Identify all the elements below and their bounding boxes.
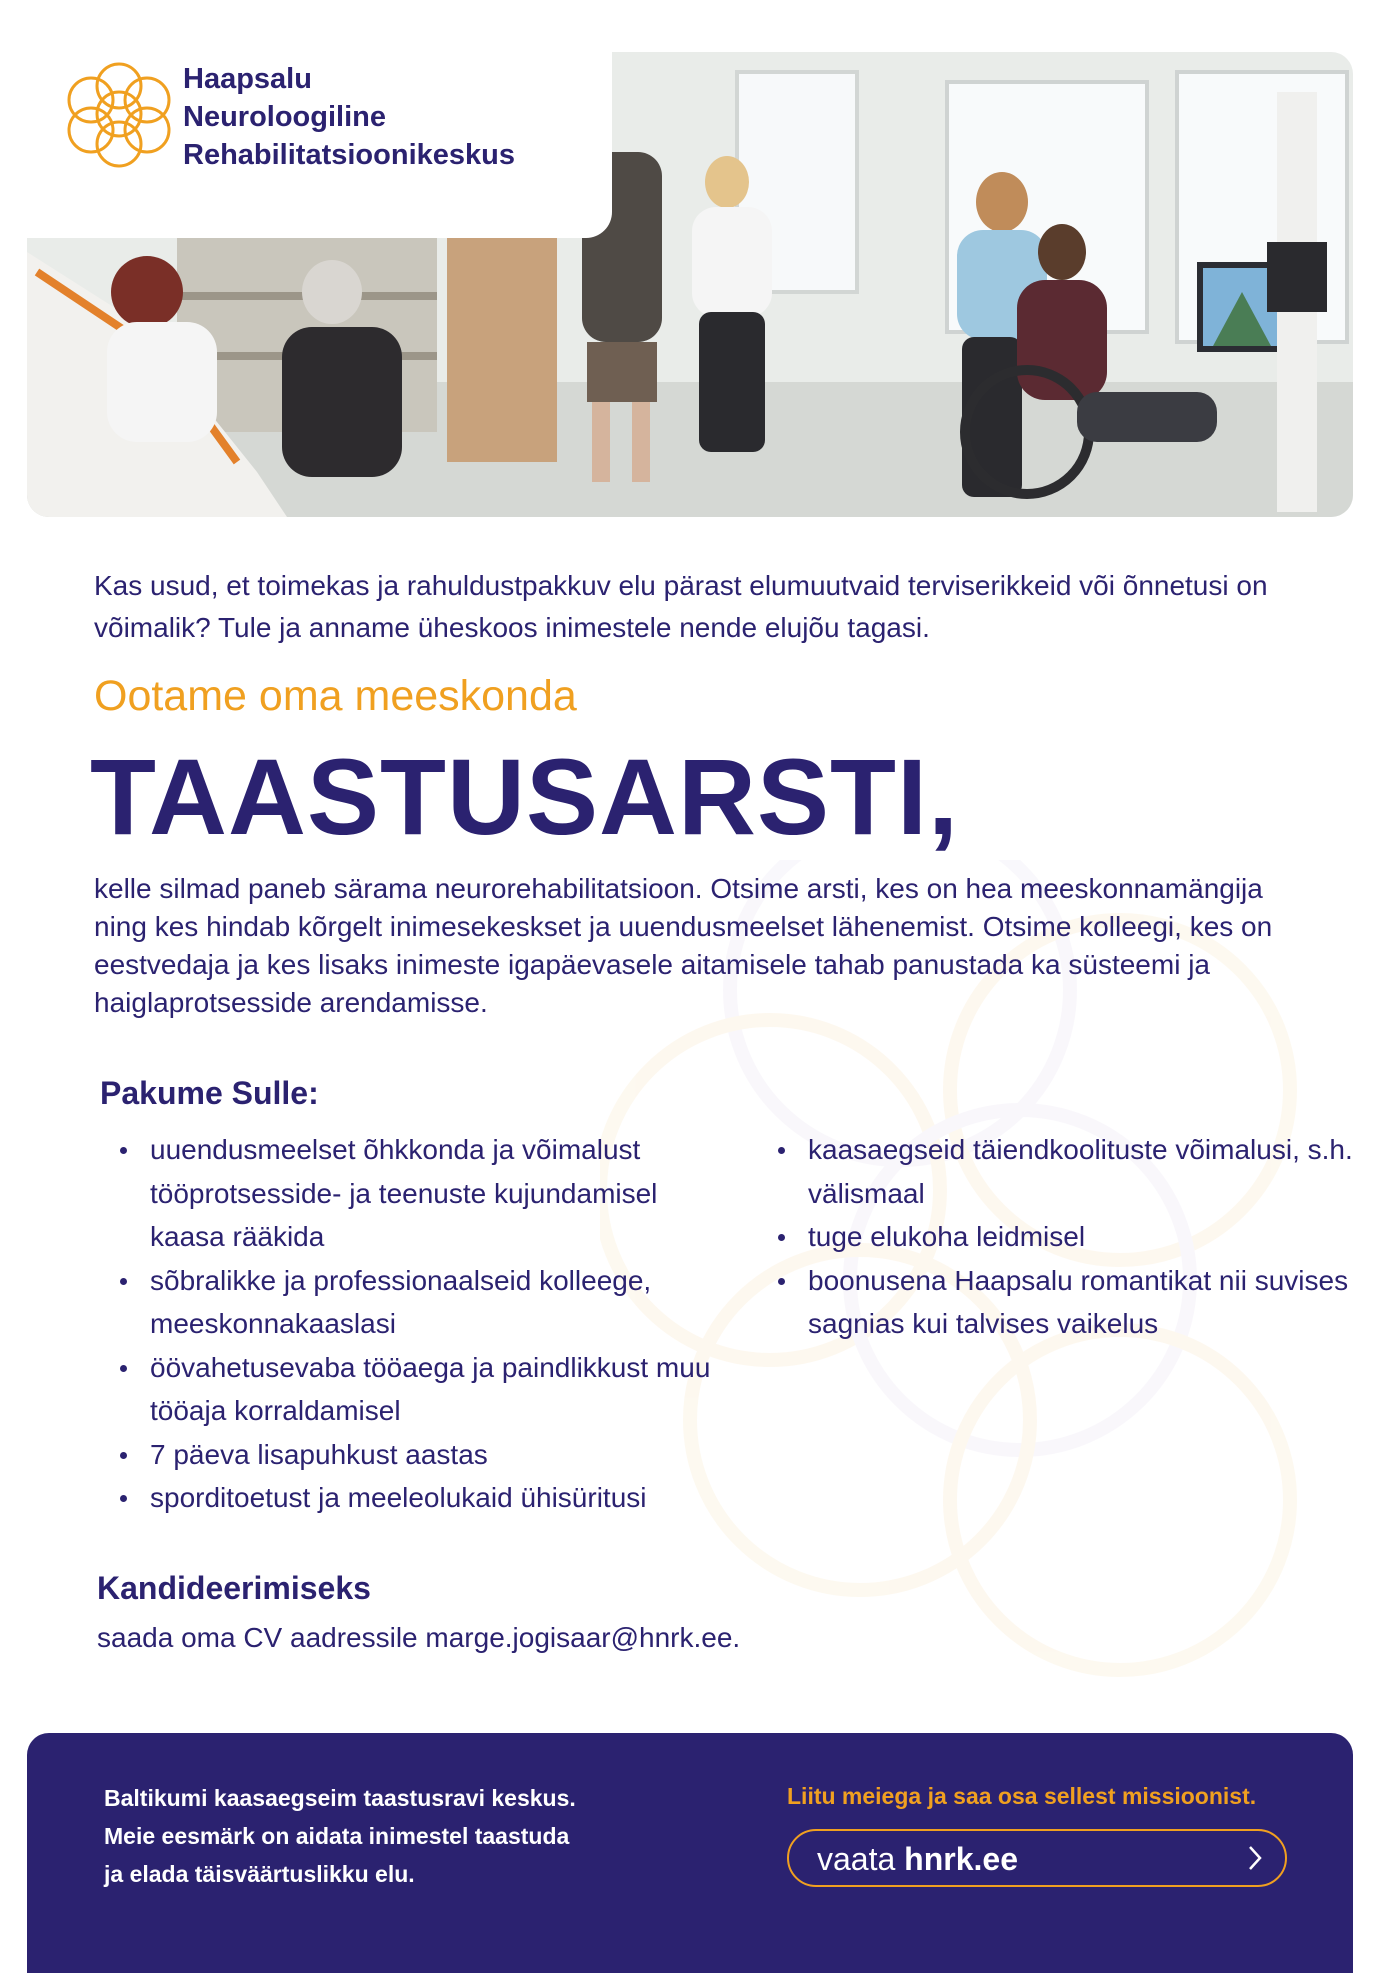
visit-website-button[interactable] bbox=[787, 1829, 1287, 1887]
list-item: tuge elukoha leidmisel bbox=[754, 1215, 1364, 1259]
flower-rings-icon bbox=[63, 58, 175, 170]
footer-line: Meie eesmärk on aidata inimestel taastuda bbox=[104, 1823, 570, 1849]
list-item: uuendusmeelset õhkkonda ja võimalust tööprotsesside- ja teenuste kujundamisel kaasa rääkida bbox=[96, 1128, 736, 1259]
offer-list-right bbox=[754, 1128, 1364, 1346]
apply-heading: Kandideerimiseks bbox=[97, 1570, 371, 1606]
logo-card bbox=[27, 30, 612, 238]
cta-button-label bbox=[817, 1841, 1018, 1878]
list-item: 7 päeva lisapuhkust aastas bbox=[96, 1433, 736, 1477]
logo-line: Neuroloogiline bbox=[183, 101, 386, 133]
intro-paragraph: Kas usud, et toimekas ja rahuldustpakkuv elu pärast elumuutvaid terviserikkeid või õnnetusi on võimalik? Tule ja anname üheskoos inimestele nende elujõu tagasi. bbox=[94, 570, 1268, 643]
chevron-right-icon bbox=[1247, 1845, 1263, 1871]
logo-wordmark bbox=[183, 60, 515, 174]
footer-tagline bbox=[104, 1779, 576, 1893]
job-title: TAASTUSARSTI, bbox=[90, 736, 959, 857]
cta-button-domain: hnrk.ee bbox=[904, 1841, 1018, 1877]
offer-list-left bbox=[96, 1128, 736, 1520]
offer-heading: Pakume Sulle: bbox=[100, 1075, 319, 1111]
list-item: boonusena Haapsalu romantikat nii suvises sagnias kui talvises vaikelus bbox=[754, 1259, 1364, 1346]
footer-banner bbox=[27, 1733, 1353, 1973]
lead-heading: Ootame oma meeskonda bbox=[94, 672, 577, 720]
cta-button-prefix: vaata bbox=[817, 1841, 905, 1877]
list-item: sporditoetust ja meeleolukaid ühisüritusi bbox=[96, 1476, 736, 1520]
logo-line: Haapsalu bbox=[183, 63, 312, 95]
job-description: kelle silmad paneb särama neurorehabilitatsioon. Otsime arsti, kes on hea meeskonnamängija ning kes hindab kõrgelt inimesekeskset ja uuendusmeelset lähenemist. Otsime kolleegi, kes on eestvedaja ja kes lisaks inimeste igapäevasele aitamisele tahab panustada ka süsteemi ja haiglaprotsesside arendamisse. bbox=[94, 873, 1273, 1018]
footer-line: ja elada täisväärtuslikku elu. bbox=[104, 1861, 415, 1887]
list-item: öövahetusevaba tööaega ja paindlikkust muu tööaja korraldamisel bbox=[96, 1346, 736, 1433]
cta-text: Liitu meiega ja saa osa sellest missioonist. bbox=[787, 1783, 1257, 1809]
logo-line: Rehabilitatsioonikeskus bbox=[183, 139, 515, 171]
list-item: kaasaegseid täiendkoolituste võimalusi, s.h. välismaal bbox=[754, 1128, 1364, 1215]
list-item: sõbralikke ja professionaalseid kolleege, meeskonnakaaslasi bbox=[96, 1259, 736, 1346]
footer-line: Baltikumi kaasaegseim taastusravi keskus. bbox=[104, 1785, 576, 1811]
apply-text: saada oma CV aadressile marge.jogisaar@hnrk.ee. bbox=[97, 1622, 741, 1653]
